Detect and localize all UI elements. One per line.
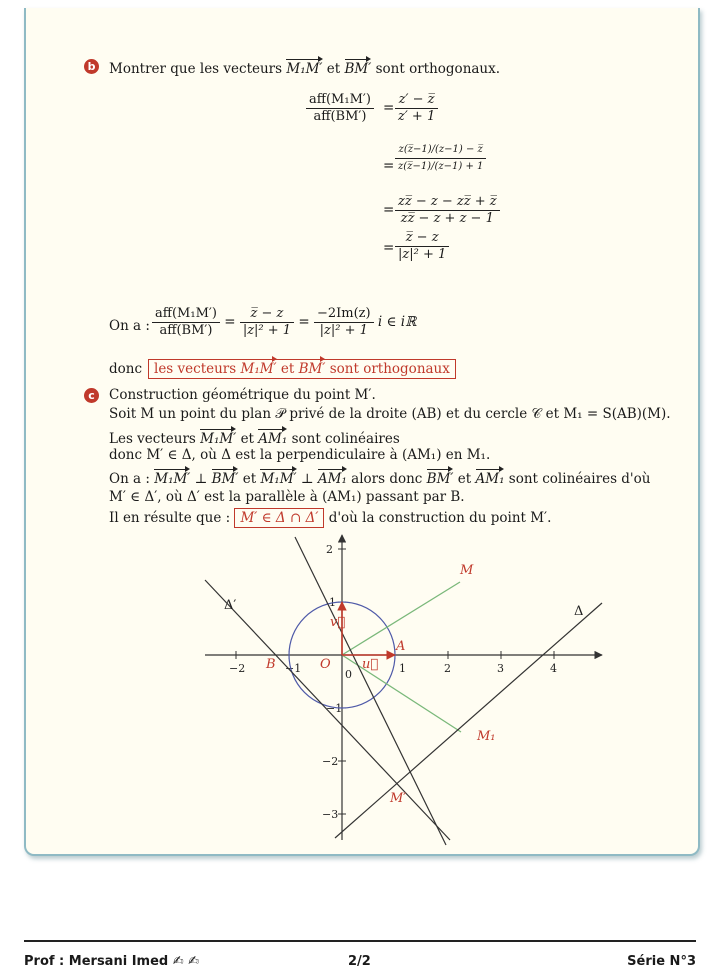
zero-label: 0 [345,668,352,681]
label-u: u⃗ [362,657,379,672]
equation-step1: $\frac{z' - z̅}{z' + 1}$ [395,92,438,125]
label-Mp: M′ [390,791,407,806]
part-c-line6: Il en résulte que : M′ ∈ Δ ∩ Δ′ d'où la construction du point M′. [109,510,552,526]
label-B: B [266,657,276,672]
label-delta: Δ [574,604,584,619]
part-b-statement: Montrer que les vecteurs M₁M′ et BM′ sont orthogonaux. [109,58,500,77]
part-c-line3: donc M′ ∈ Δ, où Δ est la perpendiculaire à (AM₁) en M₁. [109,447,491,463]
equation-step4: $\frac{z̅ - z}{\text{|z|² + 1}}$ [395,230,449,263]
eq-sign: = [383,240,395,256]
label-delta-prime: Δ′ [224,598,237,613]
x-tick-label: 1 [399,662,406,675]
ona-equation: $\frac{\text{aff(M₁M′)}}{\text{aff(BM′)}}$ = $\frac{z̅ - z}{\text{|z|² + 1}}$ = $\frac{-2Im(z)}{\text{|z|² + 1}}$ i ∈ iℝ [152,306,416,339]
x-tick-label: −2 [229,662,246,675]
footer-rule [24,940,696,942]
line-AB [295,537,446,845]
part-c-line4: On a : M₁M′ ⊥ BM′ et M₁M′ ⊥ AM₁ alors donc BM′ et AM₁ sont colinéaires d'où [109,468,650,487]
conclusion-box: les vecteurs M₁M′ et BM′ sont orthogonaux [148,358,456,377]
ona-label: On a : [109,318,150,334]
part-c-line1: Soit M un point du plan 𝒫 privé de la droite (AB) et du cercle 𝒞 et M₁ = S(AB)(M). [109,406,671,422]
part-c-line5: M′ ∈ Δ′, où Δ′ est la parallèle à (AM₁) passant par B. [109,489,465,505]
y-tick-label: −3 [322,808,339,821]
eq-sign: = [383,100,395,116]
x-tick-label: 2 [444,662,451,675]
label-v: v⃗ [330,615,346,630]
x-tick-label: 4 [550,662,557,675]
part-c-title: Construction géométrique du point M′. [109,387,376,403]
label-O: O [320,657,331,672]
eq-sign: = [383,202,395,218]
eq-sign: = [383,158,395,174]
label-M1: M₁ [477,729,496,744]
bullet-b: b [84,59,99,74]
label-M: M [460,563,474,578]
line-delta [335,603,602,838]
y-tick-label: −2 [322,755,339,768]
footer-page: 2/2 [348,954,371,969]
equation-lhs: $\frac{\text{aff(M₁M′)}}{\text{aff(BM′)}}$ [306,92,374,125]
footer-author: Prof : Mersani Imed ✍ ✍ [24,954,200,969]
y-tick-label: 2 [326,543,333,556]
y-tick-label: −1 [326,702,343,715]
bullet-c: c [84,388,99,403]
donc-label: donc [109,361,143,377]
footer-series: Série N°3 [627,954,696,969]
x-tick-label: 3 [497,662,504,675]
equation-step2: $\frac{z(z̅-1)/(z-1) - z̅}{z(z̅-1)/(z-1) + 1}$ [395,142,486,175]
y-tick-label: 1 [329,596,336,609]
label-A: A [396,639,406,654]
part-c-line2: Les vecteurs M₁M′ et AM₁ sont colinéaires [109,428,400,447]
line-delta-prime [205,580,450,840]
equation-step3: $\frac{zz̅ - z - zz̅ + z̅}{zz̅ - z + z - 1}$ [395,194,500,227]
x-tick-label: −1 [285,662,302,675]
